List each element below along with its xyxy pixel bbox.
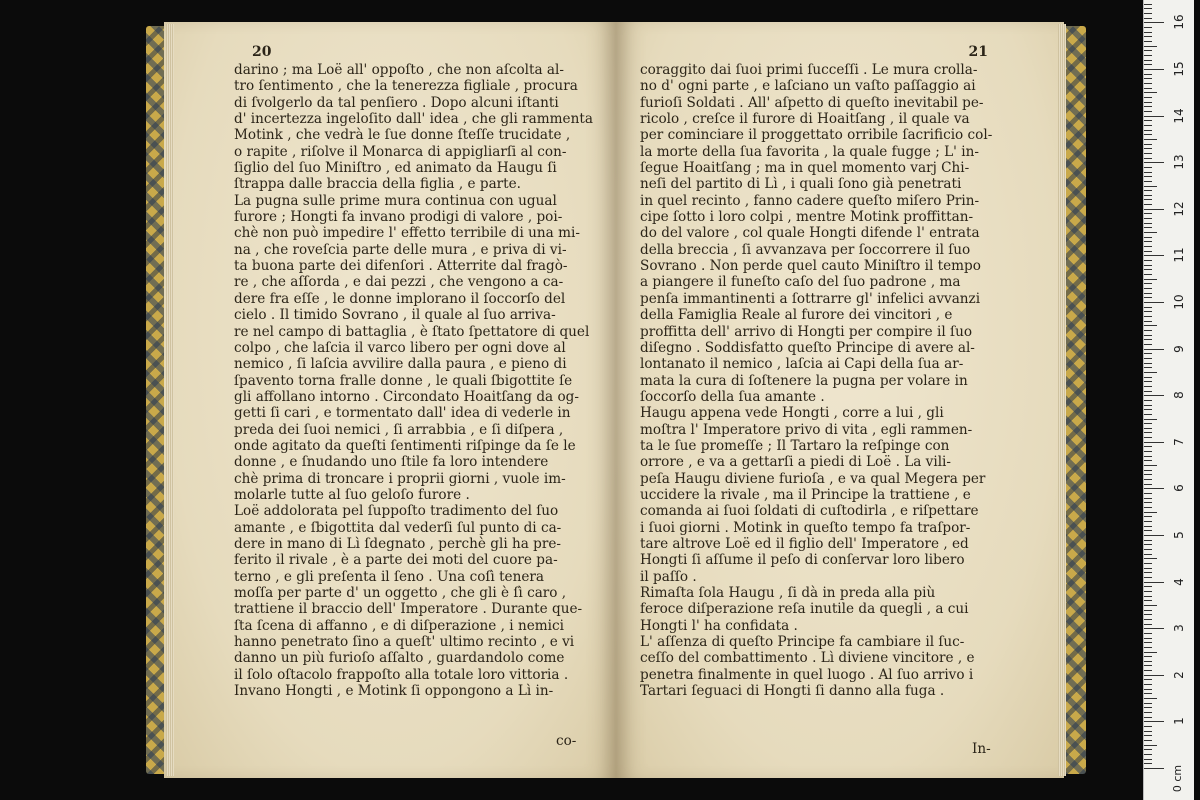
text-line: Loë addolorata pel ſuppoſto tradimento del ſuo bbox=[234, 503, 559, 520]
ruler-label: 12 bbox=[1172, 201, 1186, 217]
ruler-tick bbox=[1144, 181, 1152, 182]
text-line: della Famiglia Reale al furore dei vincitori , e bbox=[640, 307, 953, 324]
text-line: il paſſo . bbox=[640, 568, 697, 585]
ruler-tick bbox=[1144, 554, 1152, 555]
ruler-tick bbox=[1144, 735, 1152, 736]
ruler-label: 2 bbox=[1172, 670, 1186, 679]
ruler-label: 3 bbox=[1172, 624, 1186, 633]
ruler-tick bbox=[1144, 605, 1157, 606]
text-line: mata la cura di ſoſtenere la pugna per volare in bbox=[640, 372, 968, 389]
ruler-tick bbox=[1144, 255, 1164, 256]
ruler-tick bbox=[1144, 246, 1152, 247]
ruler-tick bbox=[1144, 763, 1152, 764]
text-line: Invano Hongti , e Motink ſi oppongono a Lì in- bbox=[234, 683, 554, 700]
text-line: i ſuoi giorni . Motink in queſto tempo fa traſpor- bbox=[640, 519, 971, 536]
ruler-tick bbox=[1144, 530, 1152, 531]
ruler-tick bbox=[1144, 223, 1152, 224]
ruler-tick bbox=[1144, 586, 1152, 587]
ruler-tick bbox=[1144, 679, 1152, 680]
ruler-tick bbox=[1144, 470, 1152, 471]
ruler-tick bbox=[1144, 577, 1152, 578]
ruler-tick bbox=[1144, 265, 1152, 266]
text-line: comanda ai ſuoi ſoldati di cuſtodirla , e riſpettare bbox=[640, 503, 979, 520]
page-text bbox=[640, 62, 1012, 699]
ruler-tick bbox=[1144, 759, 1152, 760]
text-line: ta buona parte dei difenſori . Atterrite dal fragò- bbox=[234, 258, 568, 275]
ruler-tick bbox=[1144, 391, 1152, 392]
text-line: ceſſo del combattimento . Lì diviene vincitore , e bbox=[640, 650, 975, 667]
text-line: chè prima di troncare i proprii giorni , vuole im- bbox=[234, 470, 566, 487]
text-line: orrore , e va a gettarſi a piedi di Loë . La vili- bbox=[640, 454, 951, 471]
ruler-label: 1 bbox=[1172, 717, 1186, 726]
ruler-tick bbox=[1144, 69, 1164, 70]
ruler-tick bbox=[1144, 465, 1157, 466]
ruler-tick bbox=[1144, 610, 1152, 611]
page-number: 21 bbox=[968, 44, 988, 60]
text-line: uccidere la rivale , ma il Principe la trattiene , e bbox=[640, 486, 971, 503]
ruler-tick bbox=[1144, 740, 1152, 741]
ruler-tick bbox=[1144, 749, 1152, 750]
text-line: re , che aſſorda , e dai pezzi , che vengono a ca- bbox=[234, 274, 564, 291]
ruler-tick bbox=[1144, 148, 1152, 149]
ruler-tick bbox=[1144, 754, 1152, 755]
text-line: trattiene il braccio dell' Imperatore . Durante que- bbox=[234, 601, 583, 618]
text-line: chè non può impedire l' effetto terribile di una mi- bbox=[234, 225, 580, 242]
ruler-tick bbox=[1144, 731, 1152, 732]
text-line: terno , e gli preſenta il ſeno . Una coſì tenera bbox=[234, 568, 544, 585]
text-line: o rapite , riſolve il Monarca di appigliarſi al con- bbox=[234, 143, 567, 160]
ruler-tick bbox=[1144, 405, 1152, 406]
ruler-tick bbox=[1144, 251, 1152, 252]
ruler-tick bbox=[1144, 316, 1152, 317]
text-line: penſa immantinenti a ſottrarre gl' infelici avvanzi bbox=[640, 290, 981, 307]
left-page bbox=[164, 22, 616, 778]
ruler-tick bbox=[1144, 582, 1164, 583]
text-line: la morte della ſua favorita , la quale fugge ; L' in- bbox=[640, 143, 979, 160]
ruler-tick bbox=[1144, 283, 1152, 284]
text-line: La pugna sulle prime mura continua con ugual bbox=[234, 192, 557, 209]
ruler-tick bbox=[1144, 116, 1164, 117]
text-line: ſta ſcena di affanno , e di diſperazione , i nemici bbox=[234, 617, 564, 634]
text-line: furore ; Hongti fa invano prodigi di valore , poi- bbox=[234, 209, 563, 226]
text-line: in quel recinto , fanno cadere queſto miſero Prin- bbox=[640, 192, 980, 209]
ruler-tick bbox=[1144, 8, 1152, 9]
ruler-tick bbox=[1144, 92, 1157, 93]
text-line: danno un più furioſo aſſalto , guardandolo come bbox=[234, 650, 565, 667]
ruler-tick bbox=[1144, 474, 1152, 475]
ruler-tick bbox=[1144, 526, 1152, 527]
ruler-tick bbox=[1144, 521, 1152, 522]
ruler-tick bbox=[1144, 321, 1152, 322]
ruler-tick bbox=[1144, 74, 1152, 75]
text-line: darino ; ma Loë all' oppoſto , che non aſcolta al- bbox=[234, 62, 564, 78]
ruler-tick bbox=[1144, 507, 1152, 508]
ruler-label: 13 bbox=[1172, 154, 1186, 170]
text-line: dere fra eſſe , le donne implorano il ſoccorſo del bbox=[234, 290, 566, 307]
ruler-tick bbox=[1144, 488, 1164, 489]
ruler-tick bbox=[1144, 279, 1157, 280]
catchword: In- bbox=[972, 741, 991, 757]
ruler-tick bbox=[1144, 78, 1152, 79]
ruler-tick bbox=[1144, 367, 1152, 368]
text-line: tro ſentimento , che la tenerezza figliale , procura bbox=[234, 78, 578, 95]
ruler-tick bbox=[1144, 297, 1152, 298]
ruler-tick bbox=[1144, 106, 1152, 107]
ruler-tick bbox=[1144, 349, 1164, 350]
ruler-tick bbox=[1144, 186, 1157, 187]
ruler-tick bbox=[1144, 442, 1164, 443]
ruler-tick bbox=[1144, 512, 1157, 513]
ruler-label: 10 bbox=[1172, 294, 1186, 310]
ruler-tick bbox=[1144, 395, 1164, 396]
page-number: 20 bbox=[252, 44, 272, 60]
ruler-tick bbox=[1144, 241, 1152, 242]
text-line: furioſi Soldati . All' aſpetto di queſto inevitabil pe- bbox=[640, 94, 984, 111]
open-book bbox=[146, 22, 1086, 778]
text-line: moſſa per parte d' un oggetto , che gli è ſì caro , bbox=[234, 585, 567, 601]
text-line: lontanato il nemico , laſcia ai Capi della ſua ar- bbox=[640, 356, 964, 373]
ruler-tick bbox=[1144, 386, 1152, 387]
ruler-tick bbox=[1144, 633, 1152, 634]
ruler-tick bbox=[1144, 563, 1152, 564]
text-line: gli affollano intorno . Circondato Hoaitſang da og- bbox=[234, 388, 579, 405]
ruler-tick bbox=[1144, 330, 1152, 331]
ruler-tick bbox=[1144, 535, 1164, 536]
ruler-unit-label: 0 cm bbox=[1171, 764, 1185, 793]
text-line: do del valore , col quale Hongti difende l' entrata bbox=[640, 225, 980, 242]
text-line: preda dei ſuoi nemici , ſi arrabbia , e ſi diſpera , bbox=[234, 421, 564, 438]
ruler-tick bbox=[1144, 55, 1152, 56]
text-line: feroce diſperazione reſa inutile da quegli , a cui bbox=[640, 601, 969, 618]
ruler-tick bbox=[1144, 311, 1152, 312]
text-line: ferito il rivale , è a parte dei moti del cuore pa- bbox=[234, 552, 558, 569]
ruler-tick bbox=[1144, 726, 1152, 727]
ruler-tick bbox=[1144, 204, 1152, 205]
ruler-tick bbox=[1144, 363, 1152, 364]
ruler-tick bbox=[1144, 372, 1157, 373]
text-line: nemico , ſi laſcia avvilire dalla paura , e pieno di bbox=[234, 356, 567, 373]
ruler-label: 16 bbox=[1172, 14, 1186, 31]
ruler-tick bbox=[1144, 432, 1152, 433]
text-line: della breccia , ſi avvanzava per ſoccorrere il ſuo bbox=[640, 241, 971, 258]
ruler-label: 14 bbox=[1172, 107, 1186, 124]
ruler-tick bbox=[1144, 596, 1152, 597]
ruler-tick bbox=[1144, 274, 1152, 275]
ruler-tick bbox=[1144, 36, 1152, 37]
ruler-tick bbox=[1144, 703, 1152, 704]
text-line: Tartari ſeguaci di Hongti ſi danno alla fuga . bbox=[640, 683, 945, 700]
text-line: Hongti ſi aſſume il peſo di conſervar loro libero bbox=[640, 552, 965, 569]
ruler-tick bbox=[1144, 195, 1152, 196]
ruler-tick bbox=[1144, 628, 1164, 629]
ruler-tick bbox=[1144, 656, 1152, 657]
catchword: co- bbox=[556, 733, 577, 749]
ruler-tick bbox=[1144, 638, 1152, 639]
ruler-tick bbox=[1144, 97, 1152, 98]
text-line: peſa Haugu diviene furioſa , e va qual Megera per bbox=[640, 470, 986, 487]
text-line: amante , e ſbigottita dal vederſi ſul punto di ca- bbox=[234, 519, 562, 536]
ruler-label: 6 bbox=[1172, 484, 1186, 493]
page-edges bbox=[1058, 24, 1066, 776]
text-line: proffitta dell' arrivo di Hongti per compire il ſuo bbox=[640, 323, 973, 340]
ruler-tick bbox=[1144, 572, 1152, 573]
ruler-tick bbox=[1144, 144, 1152, 145]
ruler-tick bbox=[1144, 227, 1152, 228]
text-line: molarle tutte al ſuo geloſo furore . bbox=[234, 486, 470, 503]
ruler-tick bbox=[1144, 22, 1164, 23]
ruler-tick bbox=[1144, 423, 1152, 424]
text-line: re nel campo di battaglia , è ſtato ſpettatore di quel bbox=[234, 323, 590, 340]
ruler-tick bbox=[1144, 344, 1152, 345]
ruler-tick bbox=[1144, 41, 1152, 42]
ruler-tick bbox=[1144, 27, 1152, 28]
text-line: Hongti l' ha confidata . bbox=[640, 617, 798, 634]
ruler-tick bbox=[1144, 162, 1164, 163]
ruler-tick bbox=[1144, 502, 1152, 503]
ruler-tick bbox=[1144, 446, 1152, 447]
ruler-tick bbox=[1144, 218, 1152, 219]
ruler-tick bbox=[1144, 293, 1152, 294]
right-page bbox=[616, 22, 1064, 778]
ruler-tick bbox=[1144, 88, 1152, 89]
ruler-tick bbox=[1144, 190, 1152, 191]
ruler-tick bbox=[1144, 153, 1152, 154]
text-line: il ſolo oſtacolo frappoſto alla totale loro vittoria . bbox=[234, 666, 569, 683]
text-line: ricolo , creſce il furore di Hoaitſang , il quale va bbox=[640, 111, 970, 128]
ruler-tick bbox=[1144, 693, 1152, 694]
ruler-tick bbox=[1144, 768, 1164, 769]
ruler-tick bbox=[1144, 684, 1152, 685]
text-line: Haugu appena vede Hongti , corre a lui , gli bbox=[640, 405, 944, 422]
ruler-tick bbox=[1144, 13, 1152, 14]
ruler-tick bbox=[1144, 437, 1152, 438]
ruler-tick bbox=[1144, 712, 1152, 713]
ruler-tick bbox=[1144, 158, 1152, 159]
ruler-tick bbox=[1144, 428, 1152, 429]
ruler-tick bbox=[1144, 647, 1152, 648]
ruler-tick bbox=[1144, 46, 1157, 47]
ruler-label: 7 bbox=[1172, 437, 1186, 446]
ruler-tick bbox=[1144, 213, 1152, 214]
ruler-tick bbox=[1144, 209, 1164, 210]
text-line: cipe ſotto i loro colpi , mentre Motink proffittan- bbox=[640, 209, 974, 226]
text-line: Rimaſta ſola Haugu , ſi dà in preda alla più bbox=[640, 585, 936, 601]
ruler-tick bbox=[1144, 102, 1152, 103]
ruler-tick bbox=[1144, 624, 1152, 625]
ruler-tick bbox=[1144, 18, 1152, 19]
ruler-tick bbox=[1144, 134, 1152, 135]
ruler-tick bbox=[1144, 232, 1157, 233]
ruler-tick bbox=[1144, 4, 1152, 5]
ruler-tick bbox=[1144, 619, 1152, 620]
page-text bbox=[234, 62, 594, 699]
ruler-tick bbox=[1144, 670, 1152, 671]
text-line: tare altrove Loë ed il figlio dell' Imperatore , ed bbox=[640, 535, 969, 552]
ruler-tick bbox=[1144, 479, 1152, 480]
ruler-tick bbox=[1144, 698, 1157, 699]
ruler-tick bbox=[1144, 199, 1152, 200]
ruler-tick bbox=[1144, 717, 1152, 718]
text-line: penetra finalmente in quel luogo . Al ſuo arrivo i bbox=[640, 666, 974, 683]
ruler-tick bbox=[1144, 339, 1152, 340]
ruler-tick bbox=[1144, 120, 1152, 121]
ruler-tick bbox=[1144, 64, 1152, 65]
ruler-tick bbox=[1144, 307, 1152, 308]
ruler-tick bbox=[1144, 516, 1152, 517]
ruler-tick bbox=[1144, 558, 1157, 559]
ruler-tick bbox=[1144, 493, 1152, 494]
ruler-tick bbox=[1144, 377, 1152, 378]
ruler-tick bbox=[1144, 353, 1152, 354]
ruler-tick bbox=[1144, 400, 1152, 401]
ruler-tick bbox=[1144, 325, 1157, 326]
ruler-tick bbox=[1144, 50, 1152, 51]
ruler-tick bbox=[1144, 549, 1152, 550]
ruler-tick bbox=[1144, 460, 1152, 461]
ruler-tick bbox=[1144, 139, 1157, 140]
ruler-tick bbox=[1144, 358, 1152, 359]
ruler-label: 5 bbox=[1172, 531, 1186, 539]
text-line: ſpavento torna fralle donne , le quali ſbigottite ſe bbox=[234, 372, 573, 389]
text-line: hanno penetrato ſino a queſt' ultimo recinto , e vi bbox=[234, 634, 575, 651]
ruler-tick bbox=[1144, 302, 1164, 303]
text-line: a piangere il funeſto caſo del ſuo padrone , ma bbox=[640, 274, 961, 291]
text-line: donne , e ſnudando uno ſtile fa loro intendere bbox=[234, 454, 549, 471]
ruler-tick bbox=[1144, 60, 1152, 61]
ruler-tick bbox=[1144, 707, 1152, 708]
text-line: diſegno . Soddisfatto queſto Principe di avere al- bbox=[640, 339, 975, 356]
ruler-tick bbox=[1144, 540, 1152, 541]
ruler-tick bbox=[1144, 614, 1152, 615]
ruler-label: 9 bbox=[1172, 344, 1186, 353]
ruler-tick bbox=[1144, 172, 1152, 173]
ruler-tick bbox=[1144, 652, 1157, 653]
text-line: di ſvolgerlo da tal penſiero . Dopo alcuni iſtanti bbox=[234, 94, 559, 111]
ruler-label: 11 bbox=[1172, 247, 1186, 264]
text-line: onde agitato da queſti ſentimenti riſpinge da ſe le bbox=[234, 437, 576, 454]
page-edges bbox=[166, 24, 174, 776]
ruler-tick bbox=[1144, 745, 1157, 746]
text-line: per cominciare il proggettato orribile ſacrificio col- bbox=[640, 127, 993, 144]
ruler-tick bbox=[1144, 642, 1152, 643]
ruler-tick bbox=[1144, 451, 1152, 452]
ruler-label: 15 bbox=[1172, 61, 1186, 77]
ruler-tick bbox=[1144, 381, 1152, 382]
text-line: ſiglio del ſuo Miniſtro , ed animato da Haugu ſi bbox=[234, 160, 557, 177]
text-line: Motink , che vedrà le ſue donne ſteſſe trucidate , bbox=[234, 127, 571, 144]
ruler-tick bbox=[1144, 568, 1152, 569]
text-line: colpo , che laſcia il varco libero per ogni dove al bbox=[234, 339, 566, 356]
ruler-tick bbox=[1144, 600, 1152, 601]
text-line: no d' ogni parte , e laſciano un vaſto paſſaggio ai bbox=[640, 78, 976, 95]
text-line: L' aſſenza di queſto Principe fa cambiare il ſuc- bbox=[640, 634, 965, 651]
text-line: ta le ſue promeſſe ; Il Tartaro la reſpinge con bbox=[640, 437, 950, 454]
text-line: moſtra l' Imperatore privo di vita , egli rammen- bbox=[640, 421, 973, 438]
ruler-tick bbox=[1144, 125, 1152, 126]
text-line: Sovrano . Non perde quel cauto Miniſtro il tempo bbox=[640, 258, 981, 275]
text-line: cielo . Il timido Sovrano , il quale al ſuo arriva- bbox=[234, 307, 556, 324]
ruler-tick bbox=[1144, 167, 1152, 168]
ruler-tick bbox=[1144, 335, 1152, 336]
ruler-tick bbox=[1144, 260, 1152, 261]
ruler-tick bbox=[1144, 665, 1152, 666]
ruler-tick bbox=[1144, 111, 1152, 112]
ruler-tick bbox=[1144, 237, 1152, 238]
text-line: getti ſi cari , e tormentato dall' idea di vederle in bbox=[234, 405, 571, 422]
ruler-tick bbox=[1144, 498, 1152, 499]
ruler-label: 4 bbox=[1172, 577, 1186, 586]
ruler-tick bbox=[1144, 484, 1152, 485]
text-line: dere in mano di Lì ſdegnato , perchè gli ha pre- bbox=[234, 535, 562, 552]
ruler-tick bbox=[1144, 288, 1152, 289]
ruler-tick bbox=[1144, 591, 1152, 592]
text-line: na , che roveſcia parte delle mura , e priva di vi- bbox=[234, 241, 567, 258]
text-line: ſoccorſo della ſua amante . bbox=[640, 388, 825, 405]
scale-ruler bbox=[1143, 0, 1194, 800]
text-line: coraggito dai ſuoi primi ſucceſſi . Le mura crolla- bbox=[640, 62, 978, 78]
text-line: ſtrappa dalle braccia della figlia , e parte. bbox=[234, 176, 521, 193]
ruler-tick bbox=[1144, 689, 1152, 690]
ruler-tick bbox=[1144, 675, 1164, 676]
ruler-tick bbox=[1144, 409, 1152, 410]
ruler-tick bbox=[1144, 544, 1152, 545]
ruler-tick bbox=[1144, 176, 1152, 177]
ruler-tick bbox=[1144, 32, 1152, 33]
text-line: d' incertezza ingeloſito dall' idea , che gli rammenta bbox=[234, 111, 593, 128]
ruler-tick bbox=[1144, 419, 1157, 420]
text-line: ſegue Hoaitſang ; ma in quel momento varj Chi- bbox=[640, 160, 970, 177]
ruler-tick bbox=[1144, 269, 1152, 270]
ruler-label: 8 bbox=[1172, 391, 1186, 400]
ruler-tick bbox=[1144, 456, 1152, 457]
ruler-tick bbox=[1144, 721, 1164, 722]
ruler-tick bbox=[1144, 130, 1152, 131]
text-line: neſi del partito di Lì , i quali ſono già penetrati bbox=[640, 176, 962, 193]
ruler-tick bbox=[1144, 414, 1152, 415]
ruler-tick bbox=[1144, 83, 1152, 84]
ruler-tick bbox=[1144, 661, 1152, 662]
